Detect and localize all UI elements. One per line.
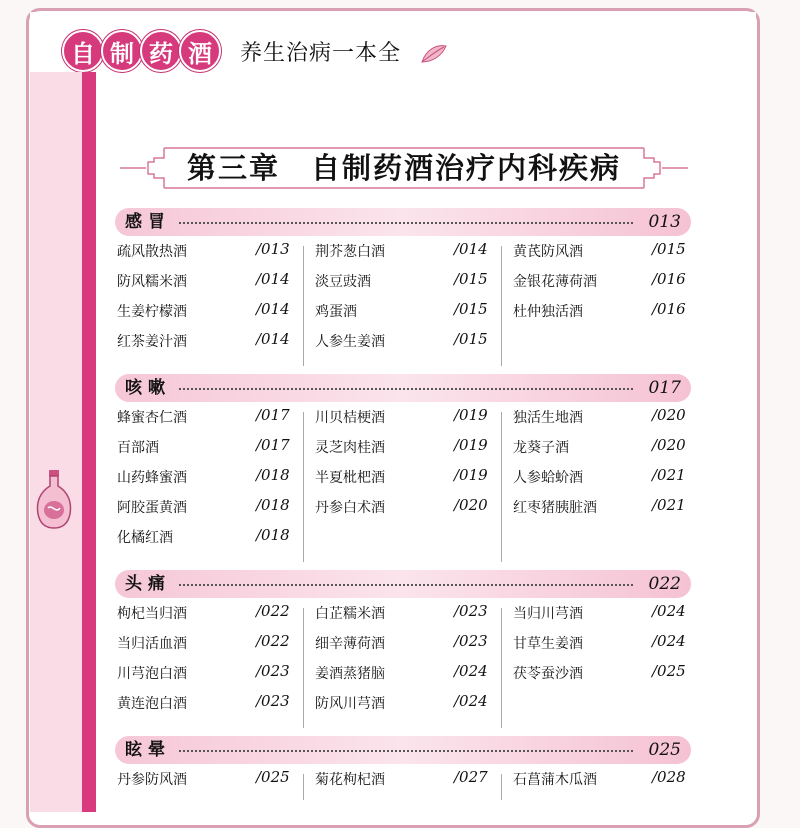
- toc-entry-page: /027: [454, 768, 488, 786]
- toc-entry-page: /015: [454, 270, 488, 288]
- toc-entry-page: /013: [256, 240, 290, 258]
- logo-char: 制: [101, 30, 143, 72]
- logo-char: 药: [140, 30, 182, 72]
- toc-entry-page: /028: [652, 768, 686, 786]
- toc-entry-page: /023: [256, 662, 290, 680]
- column-divider: [303, 246, 304, 366]
- toc-entry-title[interactable]: 防风川芎酒: [315, 696, 385, 712]
- toc-entry-title[interactable]: 荆芥葱白酒: [315, 244, 385, 260]
- leader-dots: [179, 584, 633, 586]
- toc-entry-page: /016: [652, 300, 686, 318]
- logo-char: 酒: [179, 30, 221, 72]
- toc-entry-page: /021: [652, 466, 686, 484]
- toc-entry-page: /014: [256, 330, 290, 348]
- toc-entry-page: /020: [454, 496, 488, 514]
- column-divider: [303, 608, 304, 728]
- toc-entry-page: /024: [454, 662, 488, 680]
- toc-entry-title[interactable]: 丹参白术酒: [315, 500, 385, 516]
- toc-entry-page: /022: [256, 632, 290, 650]
- section-header[interactable]: [115, 570, 691, 598]
- toc-entry-title[interactable]: 枸杞当归酒: [117, 606, 187, 622]
- column-divider: [501, 412, 502, 562]
- toc-entry-page: /016: [652, 270, 686, 288]
- toc-entry-title[interactable]: 鸡蛋酒: [315, 304, 357, 320]
- section-title: 咳嗽: [125, 378, 171, 398]
- toc-entry-page: /023: [454, 632, 488, 650]
- section-title: 感冒: [125, 212, 171, 232]
- toc-entry-page: /015: [454, 300, 488, 318]
- toc-entry-title[interactable]: 生姜柠檬酒: [117, 304, 187, 320]
- logo-char: 自: [62, 30, 104, 72]
- toc-entry-title[interactable]: 甘草生姜酒: [513, 636, 583, 652]
- toc-entry-title[interactable]: 人参蛤蚧酒: [513, 470, 583, 486]
- toc-entry-title[interactable]: 人参生姜酒: [315, 334, 385, 350]
- book-title: 养生治病一本全: [240, 41, 402, 66]
- toc-entry-page: /017: [256, 406, 290, 424]
- leader-dots: [179, 750, 633, 752]
- toc-entry-page: /015: [454, 330, 488, 348]
- leaf-icon: [420, 42, 448, 64]
- toc-entry-page: /014: [454, 240, 488, 258]
- toc-entry-title[interactable]: 蜂蜜杏仁酒: [117, 410, 187, 426]
- column-divider: [303, 774, 304, 800]
- toc-entry-title[interactable]: 红茶姜汁酒: [117, 334, 187, 350]
- toc-entry-title[interactable]: 龙葵子酒: [513, 440, 569, 456]
- toc-entry-title[interactable]: 防风糯米酒: [117, 274, 187, 290]
- toc-entry-page: /024: [652, 602, 686, 620]
- section-page-number: 022: [648, 574, 681, 594]
- section-page-number: 013: [648, 212, 681, 232]
- toc-entry-page: /017: [256, 436, 290, 454]
- toc-entry-title[interactable]: 疏风散热酒: [117, 244, 187, 260]
- toc-entry-title[interactable]: 百部酒: [117, 440, 159, 456]
- toc-entry-page: /021: [652, 496, 686, 514]
- toc-entry-title[interactable]: 独活生地酒: [513, 410, 583, 426]
- chapter-title: 第三章 自制药酒治疗内科疾病: [186, 151, 621, 185]
- toc-entry-title[interactable]: 灵芝肉桂酒: [315, 440, 385, 456]
- toc-entry-page: /015: [652, 240, 686, 258]
- toc-entry-page: /014: [256, 300, 290, 318]
- chapter-heading: [118, 144, 690, 192]
- toc-entry-page: /020: [652, 436, 686, 454]
- toc-entry-page: /024: [454, 692, 488, 710]
- book-logo: [62, 30, 218, 72]
- leader-dots: [179, 222, 633, 224]
- toc-entry-title[interactable]: 阿胶蛋黄酒: [117, 500, 187, 516]
- toc-entry-page: /018: [256, 526, 290, 544]
- toc-entry-page: /018: [256, 496, 290, 514]
- toc-entry-page: /023: [454, 602, 488, 620]
- toc-entry-page: /014: [256, 270, 290, 288]
- column-divider: [501, 246, 502, 366]
- toc-entry-title[interactable]: 当归川芎酒: [513, 606, 583, 622]
- toc-entry-title[interactable]: 白芷糯米酒: [315, 606, 385, 622]
- toc-entry-title[interactable]: 细辛薄荷酒: [315, 636, 385, 652]
- toc-entry-title[interactable]: 山药蜂蜜酒: [117, 470, 187, 486]
- section-page-number: 025: [648, 740, 681, 760]
- toc-entry-page: /024: [652, 632, 686, 650]
- toc-entry-title[interactable]: 杜仲独活酒: [513, 304, 583, 320]
- toc-entry-page: /018: [256, 466, 290, 484]
- section-header[interactable]: [115, 736, 691, 764]
- toc-entry-title[interactable]: 黄芪防风酒: [513, 244, 583, 260]
- toc-entry-title[interactable]: 菊花枸杞酒: [315, 772, 385, 788]
- toc-entry-title[interactable]: 丹参防风酒: [117, 772, 187, 788]
- toc-entry-title[interactable]: 黄连泡白酒: [117, 696, 187, 712]
- leader-dots: [179, 388, 633, 390]
- section-page-number: 017: [648, 378, 681, 398]
- toc-entry-page: /022: [256, 602, 290, 620]
- toc-entry-title[interactable]: 茯苓蚕沙酒: [513, 666, 583, 682]
- toc-entry-page: /019: [454, 436, 488, 454]
- toc-entry-page: /020: [652, 406, 686, 424]
- column-divider: [501, 774, 502, 800]
- toc-entry-title[interactable]: 川贝桔梗酒: [315, 410, 385, 426]
- section-header[interactable]: [115, 374, 691, 402]
- toc-entry-title[interactable]: 淡豆豉酒: [315, 274, 371, 290]
- section-title: 眩晕: [125, 740, 171, 760]
- toc-entry-page: /019: [454, 406, 488, 424]
- column-divider: [501, 608, 502, 728]
- toc-entry-title[interactable]: 半夏枇杷酒: [315, 470, 385, 486]
- toc-entry-page: /019: [454, 466, 488, 484]
- toc-entry-title[interactable]: 金银花薄荷酒: [513, 274, 597, 290]
- side-accent-bar: [82, 72, 96, 812]
- toc-entry-page: /025: [652, 662, 686, 680]
- column-divider: [303, 412, 304, 562]
- toc-entry-title[interactable]: 化橘红酒: [117, 530, 173, 546]
- toc-entry-title[interactable]: 石菖蒲木瓜酒: [513, 772, 597, 788]
- vase-icon: [34, 468, 74, 530]
- side-band: [30, 72, 82, 812]
- toc-entry-title[interactable]: 当归活血酒: [117, 636, 187, 652]
- toc-entry-page: /025: [256, 768, 290, 786]
- section-title: 头痛: [125, 574, 171, 594]
- toc-entry-title[interactable]: 红枣猪胰脏酒: [513, 500, 597, 516]
- toc-entry-page: /023: [256, 692, 290, 710]
- section-header[interactable]: [115, 208, 691, 236]
- toc-entry-title[interactable]: 川芎泡白酒: [117, 666, 187, 682]
- toc-entry-title[interactable]: 姜酒蒸猪脑: [315, 666, 385, 682]
